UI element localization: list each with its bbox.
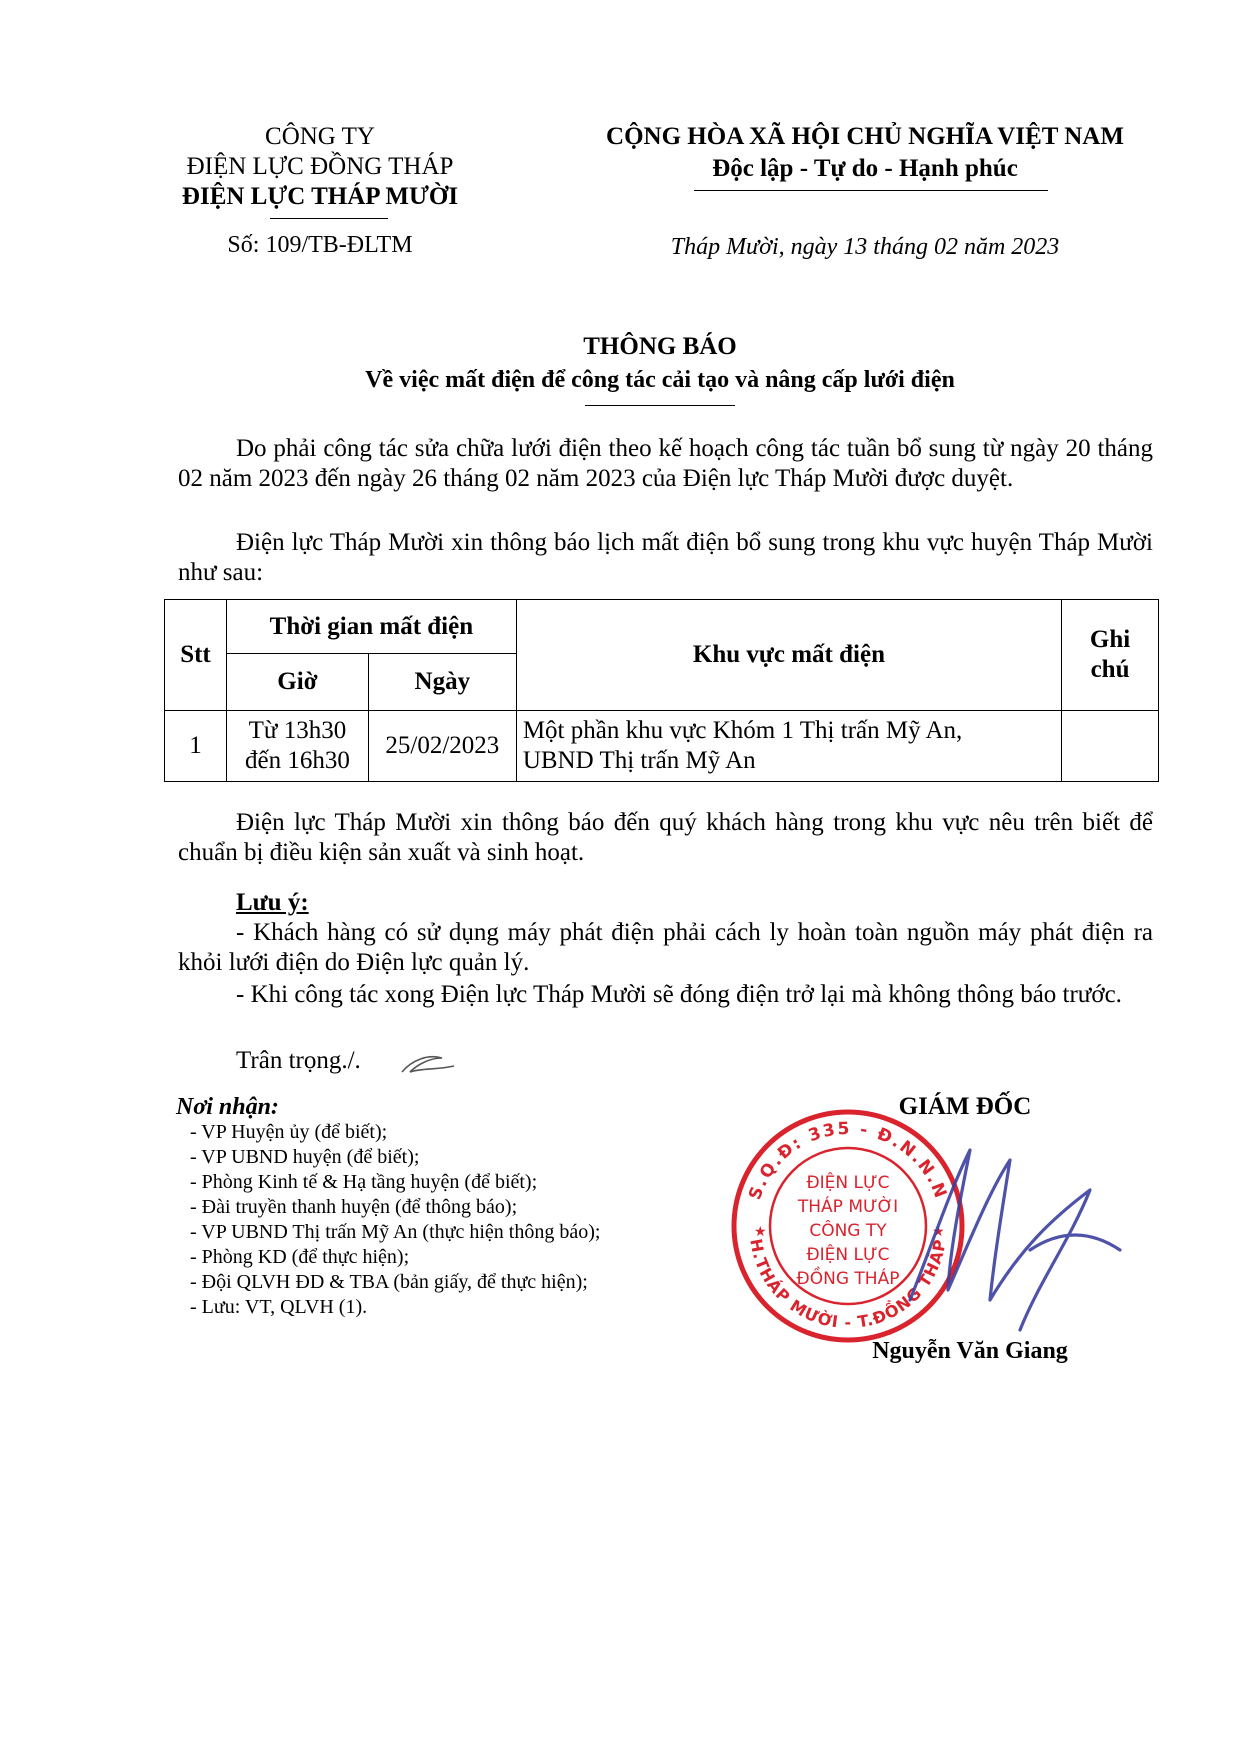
signer-name: Nguyễn Văn Giang — [872, 1338, 1068, 1364]
svg-text:H.THÁP MƯỜI - T.ĐỒNG THÁP: H.THÁP MƯỜI - T.ĐỒNG THÁP — [746, 1237, 950, 1332]
outage-schedule-table — [164, 599, 1159, 782]
note-label: Lưu ý: — [236, 889, 309, 916]
header-outage-area: Khu vực mất điện — [516, 600, 1061, 711]
national-motto: Độc lập - Tự do - Hạnh phúc — [712, 155, 1018, 182]
svg-text:ĐIỆN LỰC: ĐIỆN LỰC — [806, 1173, 890, 1193]
place-and-date: Tháp Mười, ngày 13 tháng 02 năm 2023 — [670, 234, 1060, 260]
table-row — [165, 711, 1159, 782]
document-number: Số: 109/TB-ĐLTM — [227, 232, 413, 258]
subject-underline — [585, 405, 735, 406]
recipient-item: - Phòng Kinh tế & Hạ tầng huyện (để biết); — [190, 1171, 538, 1193]
org-unit: ĐIỆN LỰC THÁP MƯỜI — [181, 183, 459, 210]
recipient-item: - Phòng KD (để thực hiện); — [190, 1246, 410, 1268]
initial-mark-icon — [398, 1048, 458, 1078]
cell-stt: 1 — [165, 711, 227, 782]
org-name: ĐIỆN LỰC ĐỒNG THÁP — [186, 153, 454, 180]
svg-text:★: ★ — [754, 1224, 767, 1240]
cell-date: 25/02/2023 — [368, 711, 516, 782]
handwritten-signature-icon — [890, 1130, 1130, 1340]
recipient-item: - Đài truyền thanh huyện (để thông báo); — [190, 1196, 518, 1218]
cell-hour: Từ 13h30 đến 16h30 — [226, 711, 368, 782]
recipient-item: - VP UBND huyện (để biết); — [190, 1146, 420, 1168]
recipient-item: - Đội QLVH ĐD & TBA (bản giấy, để thực hiện); — [190, 1271, 588, 1293]
notice-subject: Về việc mất điện để công tác cải tạo và nâng cấp lưới điện — [365, 367, 955, 393]
notice-title: THÔNG BÁO — [583, 333, 737, 360]
svg-text:S.Q.Đ: 335 - Đ.N.N.N: S.Q.Đ: 335 - Đ.N.N.N — [745, 1118, 951, 1203]
svg-text:★: ★ — [932, 1224, 945, 1240]
intro-paragraph: Do phải công tác sửa chữa lưới điện theo kế hoạch công tác tuần bổ sung từ ngày 20 tháng 02 năm 2023 đến ngày 26 tháng 02 năm 2023 của Điện lực Tháp Mười được duyệt. — [178, 435, 1153, 492]
nation-title: CỘNG HÒA XÃ HỘI CHỦ NGHĨA VIỆT NAM — [606, 123, 1124, 150]
svg-text:ĐỒNG THÁP: ĐỒNG THÁP — [796, 1269, 900, 1289]
svg-text:THÁP MƯỜI: THÁP MƯỜI — [797, 1197, 899, 1217]
customer-notice-paragraph: Điện lực Tháp Mười xin thông báo đến quý khách hàng trong khu vực nêu trên biết để chuẩn bị điều kiện sản xuất và sinh hoạt. — [178, 809, 1153, 866]
header-date: Ngày — [368, 654, 516, 711]
motto-underline — [694, 190, 1048, 191]
cell-note — [1062, 711, 1159, 782]
header-note: Ghi chú — [1062, 600, 1159, 711]
signer-position: GIÁM ĐỐC — [898, 1093, 1032, 1120]
header-outage-time: Thời gian mất điện — [226, 600, 516, 654]
note-item-2: - Khi công tác xong Điện lực Tháp Mười sẽ đóng điện trở lại mà không thông báo trước. — [236, 981, 1122, 1008]
recipients-label: Nơi nhận: — [176, 1094, 279, 1120]
schedule-intro-paragraph: Điện lực Tháp Mười xin thông báo lịch mất điện bổ sung trong khu vực huyện Tháp Mười như sau: — [178, 529, 1153, 586]
recipient-item: - VP UBND Thị trấn Mỹ An (thực hiện thông báo); — [190, 1221, 601, 1243]
svg-text:ĐIỆN LỰC: ĐIỆN LỰC — [806, 1245, 890, 1265]
header-hour: Giờ — [226, 654, 368, 711]
org-parent: CÔNG TY — [265, 123, 375, 150]
table-header-row — [165, 600, 1159, 654]
closing-remark: Trân trọng./. — [236, 1047, 361, 1074]
recipient-item: - Lưu: VT, QLVH (1). — [190, 1296, 368, 1318]
cell-area: Một phần khu vực Khóm 1 Thị trấn Mỹ An, UBND Thị trấn Mỹ An — [516, 711, 1061, 782]
org-underline — [270, 218, 388, 219]
svg-text:CÔNG TY: CÔNG TY — [809, 1221, 887, 1241]
recipient-item: - VP Huyện ủy (để biết); — [190, 1121, 388, 1143]
note-item-1: - Khách hàng có sử dụng máy phát điện phải cách ly hoàn toàn nguồn máy phát điện ra khỏi lưới điện do Điện lực quản lý. — [178, 919, 1153, 976]
header-stt: Stt — [165, 600, 227, 711]
